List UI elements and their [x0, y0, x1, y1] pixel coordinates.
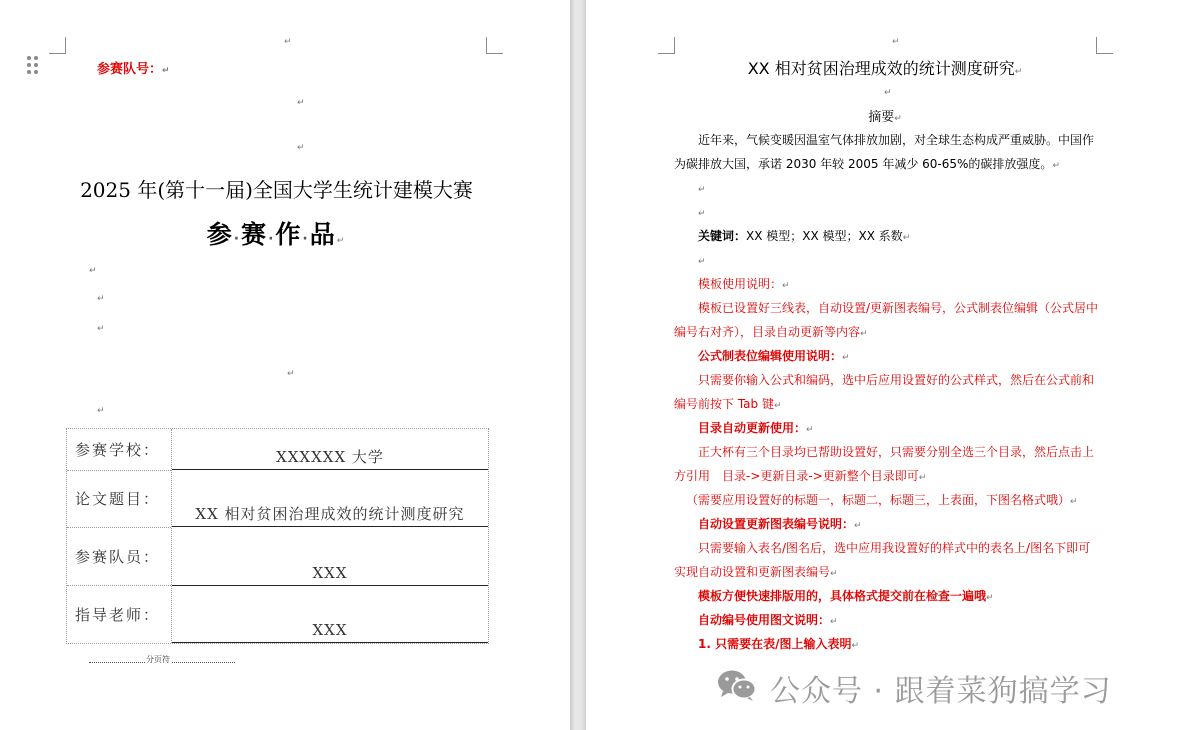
table-row[interactable]: [67, 585, 488, 643]
instruction-line[interactable]: 编号右对齐），目录自动更新等内容↵: [674, 325, 868, 339]
paragraph-mark: ↵: [698, 257, 706, 267]
instruction-line[interactable]: 只需要输入表名/图名后，选中应用我设置好的样式中的表名上/图名下即可: [698, 541, 1091, 555]
table-row[interactable]: [67, 429, 488, 470]
margin-corner-mark-top-right: [1096, 37, 1113, 54]
team-members-value[interactable]: XXX: [172, 561, 488, 586]
instruction-heading[interactable]: 自动编号使用图文说明：↵: [698, 613, 838, 627]
paragraph-mark: ↵: [698, 185, 706, 195]
competition-title[interactable]: 2025 年(第十一届)全国大学生统计建模大赛: [80, 178, 473, 202]
instruction-heading[interactable]: 1. 只需要在表/图上输入表明↵: [698, 637, 860, 651]
paragraph-mark: ↵: [284, 37, 292, 47]
school-value[interactable]: XXXXXX 大学: [172, 445, 488, 470]
abstract-line[interactable]: 为碳排放大国，承诺 2030 年较 2005 年减少 60-65%的碳排放强度。↵: [674, 157, 1060, 171]
paragraph-mark: ↵: [297, 143, 305, 153]
wechat-logo-icon: [716, 668, 758, 702]
paragraph-mark: ↵: [97, 324, 105, 334]
drag-handle-icon[interactable]: [26, 56, 40, 76]
paragraph-mark: ↵: [97, 406, 105, 416]
table-row-label: 参赛队员：: [75, 548, 161, 566]
margin-corner-mark-top-left: [658, 37, 675, 54]
paragraph-mark: ↵: [698, 209, 706, 219]
entry-title[interactable]: 参·赛·作·品↵: [206, 220, 347, 249]
document-page-left[interactable]: [0, 0, 570, 730]
team-number-label[interactable]: 参赛队号：↵: [97, 62, 170, 77]
table-row-label: 指导老师：: [75, 606, 161, 624]
paragraph-mark: ↵: [892, 37, 900, 47]
instruction-heading[interactable]: 模板方便快速排版用的，具体格式提交前在检查一遍哦↵: [698, 589, 994, 603]
table-row-label: 论文题目：: [75, 490, 161, 508]
paragraph-mark: ↵: [89, 266, 97, 276]
margin-corner-mark-top-left: [49, 37, 66, 54]
instruction-line[interactable]: 只需要你输入公式和编码，选中后应用设置好的公式样式，然后在公式前和: [698, 373, 1095, 387]
wechat-watermark: [716, 662, 1156, 710]
instruction-line[interactable]: （需要应用设置好的标题一，标题二，标题三，上表面，下图名格式哦）↵: [686, 493, 1078, 507]
abstract-line[interactable]: 近年来，气候变暖因温室气体排放加剧，对全球生态构成严重威胁。中国作: [698, 133, 1095, 147]
paper-title-value[interactable]: XX 相对贫困治理成效的统计测度研究: [172, 502, 488, 527]
paper-title[interactable]: XX 相对贫困治理成效的统计测度研究↵: [747, 59, 1023, 78]
watermark-text: 公众号 · 跟着菜狗搞学习: [770, 674, 1112, 709]
instruction-heading[interactable]: 自动设置更新图表编号说明：↵: [698, 517, 862, 531]
table-row[interactable]: [67, 527, 488, 585]
instruction-line[interactable]: 实现自动设置和更新图表编号↵: [674, 565, 838, 579]
instruction-line[interactable]: 正大杯有三个目录均已帮助设置好，只需要分别全选三个目录，然后点击上: [698, 445, 1095, 459]
instruction-heading[interactable]: 公式制表位编辑使用说明：↵: [698, 349, 850, 363]
paragraph-mark: ↵: [297, 98, 305, 108]
paragraph-mark: ↵: [97, 294, 105, 304]
page-break-label: 分页符: [146, 655, 170, 664]
document-page-right[interactable]: [586, 0, 1178, 730]
participant-info-table[interactable]: [66, 428, 489, 644]
page-gutter: [570, 0, 586, 730]
abstract-heading[interactable]: 摘要↵: [868, 110, 902, 125]
instruction-line[interactable]: 模板已设置好三线表，自动设置/更新图表编号，公式制表位编辑（公式居中: [698, 301, 1099, 315]
instruction-line[interactable]: 模板使用说明：↵: [698, 277, 790, 291]
table-row-label: 参赛学校：: [75, 441, 161, 459]
keywords-label: 关键词：: [698, 229, 747, 243]
keywords-line[interactable]: 关键词：XX 模型；XX 模型；XX 系数↵: [698, 229, 911, 243]
paragraph-mark: ↵: [287, 369, 295, 379]
keywords-value: XX 模型；XX 模型；XX 系数: [746, 229, 903, 243]
margin-corner-mark-top-right: [486, 37, 503, 54]
paragraph-mark: ↵: [884, 88, 892, 98]
instruction-heading[interactable]: 目录自动更新使用：↵: [698, 421, 814, 435]
advisor-value[interactable]: XXX: [172, 618, 488, 643]
table-row[interactable]: [67, 470, 488, 527]
page-break-marker: [89, 654, 235, 666]
instruction-line[interactable]: 编号前按下 Tab 键↵: [674, 397, 782, 411]
instruction-line[interactable]: 方引用 目录->更新目录->更新整个目录即可↵: [674, 469, 927, 483]
